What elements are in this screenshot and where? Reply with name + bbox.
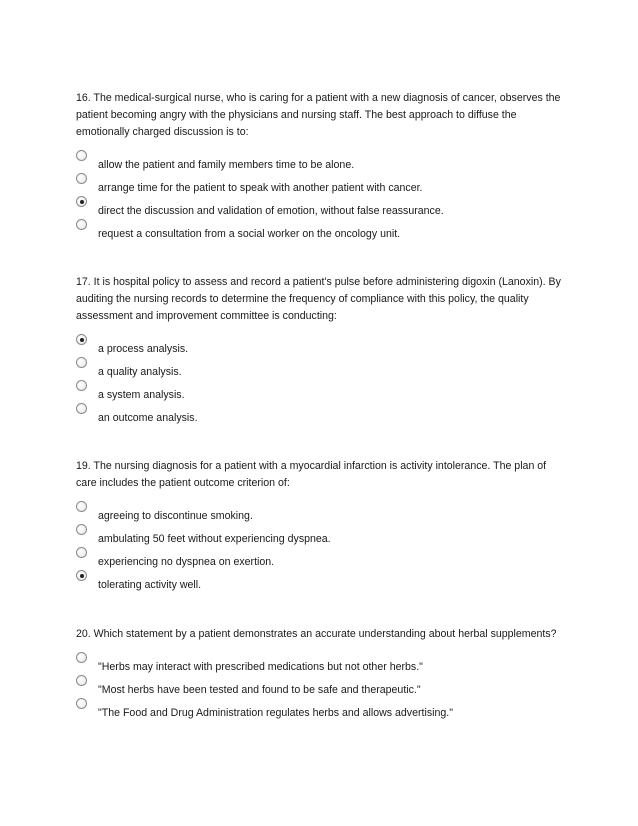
radio-unchecked-icon[interactable]: [76, 380, 87, 391]
option-label: tolerating activity well.: [98, 579, 202, 591]
question-17: [76, 274, 562, 434]
radio-unchecked-icon[interactable]: [76, 675, 87, 686]
option-label: a system analysis.: [98, 389, 185, 401]
option-label: experiencing no dyspnea on exertion.: [98, 556, 275, 568]
option[interactable]: [76, 342, 562, 365]
radio-unchecked-icon[interactable]: [76, 547, 87, 558]
option[interactable]: [76, 578, 562, 601]
option-label: "Herbs may interact with prescribed medications but not other herbs.": [98, 661, 423, 673]
radio-unchecked-icon[interactable]: [76, 150, 87, 161]
question-16: [76, 90, 562, 250]
radio-unchecked-icon[interactable]: [76, 652, 87, 663]
radio-checked-icon[interactable]: [76, 196, 87, 207]
option[interactable]: [76, 388, 562, 411]
question-text: 19. The nursing diagnosis for a patient with a myocardial infarction is activity intolerance. The plan of care includes the patient outcome criterion of:: [76, 460, 547, 489]
radio-unchecked-icon[interactable]: [76, 173, 87, 184]
question-19: [76, 458, 562, 601]
option-label: "Most herbs have been tested and found to be safe and therapeutic.": [98, 684, 421, 696]
question-text: 17. It is hospital policy to assess and record a patient's pulse before administering digoxin (Lanoxin). By auditing the nursing records to determine the frequency of compliance with this policy, the quality assessment and improvement committee is conducting:: [76, 276, 561, 322]
option[interactable]: [76, 660, 576, 683]
option-label: a process analysis.: [98, 343, 189, 355]
option[interactable]: [76, 204, 562, 227]
question-text: 20. Which statement by a patient demonstrates an accurate understanding about herbal supplements?: [76, 628, 557, 640]
option-label: a quality analysis.: [98, 366, 182, 378]
option[interactable]: [76, 181, 562, 204]
radio-unchecked-icon[interactable]: [76, 219, 87, 230]
radio-checked-icon[interactable]: [76, 334, 87, 345]
option-label: request a consultation from a social worker on the oncology unit.: [98, 228, 401, 240]
option-label: arrange time for the patient to speak with another patient with cancer.: [98, 182, 423, 194]
option-label: agreeing to discontinue smoking.: [98, 510, 253, 522]
option-label: ambulating 50 feet without experiencing dyspnea.: [98, 533, 331, 545]
radio-unchecked-icon[interactable]: [76, 524, 87, 535]
option-label: direct the discussion and validation of emotion, without false reassurance.: [98, 205, 444, 217]
radio-unchecked-icon[interactable]: [76, 357, 87, 368]
radio-checked-icon[interactable]: [76, 570, 87, 581]
option[interactable]: [76, 555, 562, 578]
radio-unchecked-icon[interactable]: [76, 403, 87, 414]
option[interactable]: [76, 365, 562, 388]
option[interactable]: [76, 227, 562, 250]
radio-unchecked-icon[interactable]: [76, 501, 87, 512]
question-20: [76, 626, 576, 729]
question-text: 16. The medical-surgical nurse, who is caring for a patient with a new diagnosis of cancer, observes the patient becoming angry with the physicians and nursing staff. The best approach to diffuse the emotionally charged discussion is to:: [76, 92, 561, 138]
option[interactable]: [76, 532, 562, 555]
option[interactable]: [76, 683, 576, 706]
option[interactable]: [76, 158, 562, 181]
option-label: "The Food and Drug Administration regulates herbs and allows advertising.": [98, 707, 453, 719]
option[interactable]: [76, 706, 576, 729]
radio-unchecked-icon[interactable]: [76, 698, 87, 709]
option-label: allow the patient and family members time to be alone.: [98, 159, 355, 171]
option[interactable]: [76, 509, 562, 532]
option-label: an outcome analysis.: [98, 412, 198, 424]
option[interactable]: [76, 411, 562, 434]
